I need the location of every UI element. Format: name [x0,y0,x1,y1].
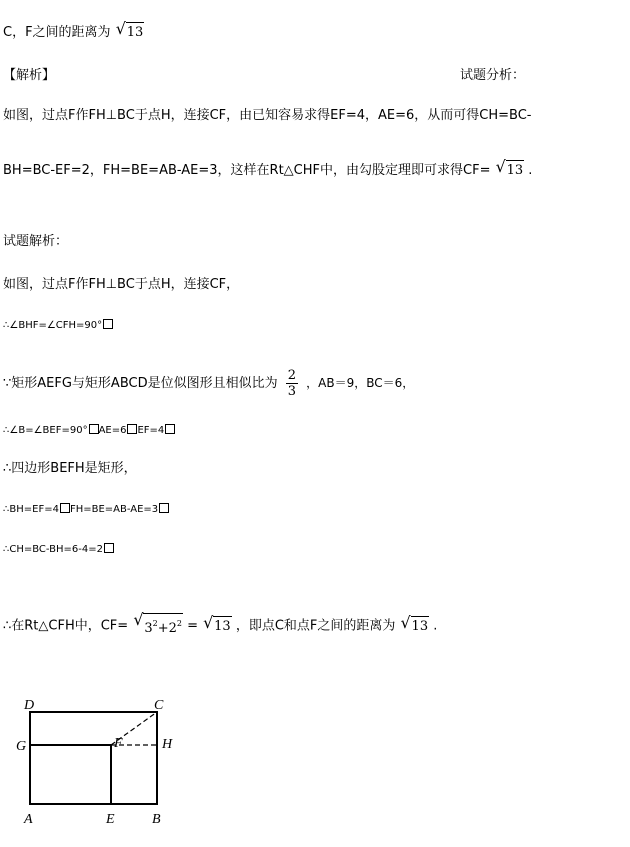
placeholder-box [103,319,113,329]
solution-line-2 [3,316,113,336]
placeholder-box [165,424,175,434]
text: ∵矩形AEFG与矩形ABCD是位似图形且相似比为 [3,376,278,391]
label-g: G [16,739,27,754]
text: ∴在Rt△CFH中，CF= [3,618,129,634]
solution-line-4 [3,421,175,441]
placeholder-box [104,543,114,553]
placeholder-box [159,503,169,513]
label-d: D [24,698,35,713]
analysis-label: 试题分析： [460,68,526,83]
equals: = [187,618,199,634]
period: . [528,163,533,178]
text: ∴CH=BC-BH=6-4=2 [3,544,103,555]
label-c: C [154,698,164,713]
text: ，即点C和点F之间的距离为 [235,618,396,634]
text: ∴BH=EF=4 [3,504,59,515]
text: ∴∠B=∠BEF=90° [3,425,88,436]
text: AE=6 [98,425,127,436]
solution-line-1: 如图，过点F作FH⊥BC于点H，连接CF， [3,277,240,292]
analysis-line-2 [3,160,532,181]
solution-line-8 [3,613,437,639]
period: . [433,618,438,634]
solution-line-6 [3,500,169,520]
label-h: H [162,737,173,752]
jiexi-label: 【解析】 [3,68,56,83]
label-f: F [114,736,123,751]
label-e: E [106,812,115,827]
solution-line-5: ∴四边形BEFH是矩形， [3,461,137,476]
sqrt-13: √ 13 [116,22,145,43]
solution-line-3 [3,368,414,399]
placeholder-box [127,424,137,434]
fraction-2-3: $\frac{2}{3}$ [287,368,297,399]
label-a: A [24,812,33,827]
placeholder-box [60,503,70,513]
sqrt-13: √ 13 [401,616,430,637]
text: BH=BC-EF=2，FH=BE=AB-AE=3，这样在Rt△CHF中，由勾股定理即可求得CF= [3,163,491,178]
placeholder-box [89,424,99,434]
text: EF=4 [137,425,165,436]
solution-label: 试题解析： [3,234,69,249]
text: FH=BE=AB-AE=3 [69,504,159,515]
solution-line-7 [3,540,114,560]
line-1 [3,22,144,43]
text: C，F之间的距离为 [3,25,111,40]
sqrt-13: √ 13 [496,160,525,181]
text: ，AB＝9，BC＝6， [306,376,415,390]
rectangle-figure [10,695,210,835]
text: ∴∠BHF=∠CFH=90° [3,320,103,331]
analysis-line-1: 如图，过点F作FH⊥BC于点H，连接CF，由已知容易求得EF=4，AE=6，从而可得CH=BC- [3,108,532,123]
label-b: B [152,812,161,827]
sqrt-expression: √ $3^2+2^2$ [133,613,183,639]
sqrt-13: √ 13 [203,616,232,637]
